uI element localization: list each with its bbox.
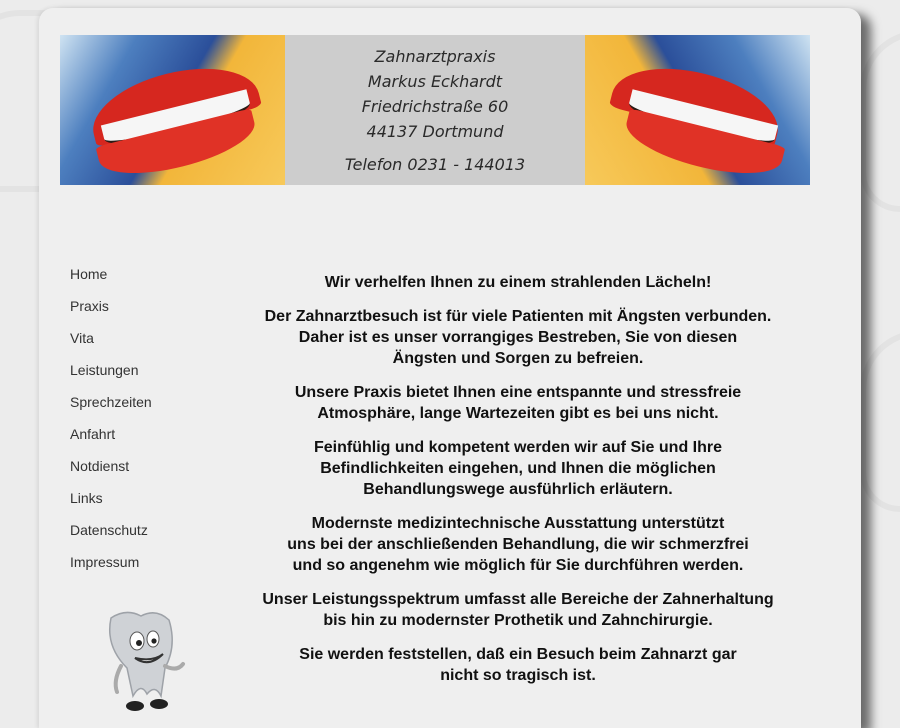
nav-item-home[interactable]: Home xyxy=(70,266,108,282)
background-tooth-pattern xyxy=(860,330,900,512)
nav-item-impressum[interactable]: Impressum xyxy=(70,554,140,570)
text-line: uns bei der anschließenden Behandlung, die wir schmerzfrei xyxy=(287,536,749,553)
smile-painting-left xyxy=(60,35,285,185)
text-line: Wir verhelfen Ihnen zu einem strahlenden Lächeln! xyxy=(324,274,712,291)
text-line: Daher ist es unser vorrangiges Bestreben, Sie von diesen xyxy=(298,329,738,346)
header-banner xyxy=(60,35,810,185)
phone-number: Telefon 0231 - 144013 xyxy=(344,154,526,174)
paragraph-closing xyxy=(257,644,779,686)
paragraph-atmosphere xyxy=(257,382,779,424)
city-address: 44137 Dortmund xyxy=(366,121,504,141)
paragraph-anxiety xyxy=(257,306,779,369)
street-address: Friedrichstraße 60 xyxy=(361,96,509,116)
text-line: Befindlichkeiten eingehen, und Ihnen die möglichen xyxy=(320,460,716,477)
nav-item-datenschutz[interactable]: Datenschutz xyxy=(70,522,148,538)
text-line: Unsere Praxis bietet Ihnen eine entspannte und stressfreie xyxy=(294,384,742,401)
text-line: nicht so tragisch ist. xyxy=(440,667,596,684)
paragraph-services xyxy=(257,589,779,631)
nav-item-leistungen[interactable]: Leistungen xyxy=(70,362,139,378)
text-line: Modernste medizintechnische Ausstattung unterstützt xyxy=(311,515,725,532)
paragraph-equipment xyxy=(257,513,779,576)
nav-item-links[interactable]: Links xyxy=(70,490,103,506)
text-line: Sie werden feststellen, daß ein Besuch beim Zahnarzt gar xyxy=(299,646,737,663)
text-line: Atmosphäre, lange Wartezeiten gibt es bei uns nicht. xyxy=(317,405,719,422)
text-line: bis hin zu modernster Prothetik und Zahnchirurgie. xyxy=(323,612,713,629)
nav-item-sprechzeiten[interactable]: Sprechzeiten xyxy=(70,394,152,410)
practice-address-card xyxy=(285,35,585,185)
main-navigation xyxy=(70,264,152,584)
smile-painting-right xyxy=(585,35,810,185)
text-line: Behandlungswege ausführlich erläutern. xyxy=(363,481,673,498)
dentist-name: Markus Eckhardt xyxy=(367,71,503,91)
paragraph-competence xyxy=(257,437,779,500)
main-content xyxy=(257,272,779,699)
text-line: Ängsten und Sorgen zu befreien. xyxy=(392,350,644,367)
nav-item-vita[interactable]: Vita xyxy=(70,330,94,346)
text-line: Unser Leistungsspektrum umfasst alle Bereiche der Zahnerhaltung xyxy=(262,591,774,608)
text-line: Feinfühlig und kompetent werden wir auf Sie und Ihre xyxy=(313,439,723,456)
text-line: und so angenehm wie möglich für Sie durchführen werden. xyxy=(292,557,744,574)
practice-name: Zahnarztpraxis xyxy=(374,46,496,66)
page-container xyxy=(39,8,861,728)
nav-item-notdienst[interactable]: Notdienst xyxy=(70,458,130,474)
intro-headline xyxy=(257,272,779,293)
text-line: Der Zahnarztbesuch ist für viele Patienten mit Ängsten verbunden. xyxy=(264,308,772,325)
nav-item-anfahrt[interactable]: Anfahrt xyxy=(70,426,116,442)
nav-item-praxis[interactable]: Praxis xyxy=(70,298,109,314)
background-tooth-pattern xyxy=(860,30,900,212)
